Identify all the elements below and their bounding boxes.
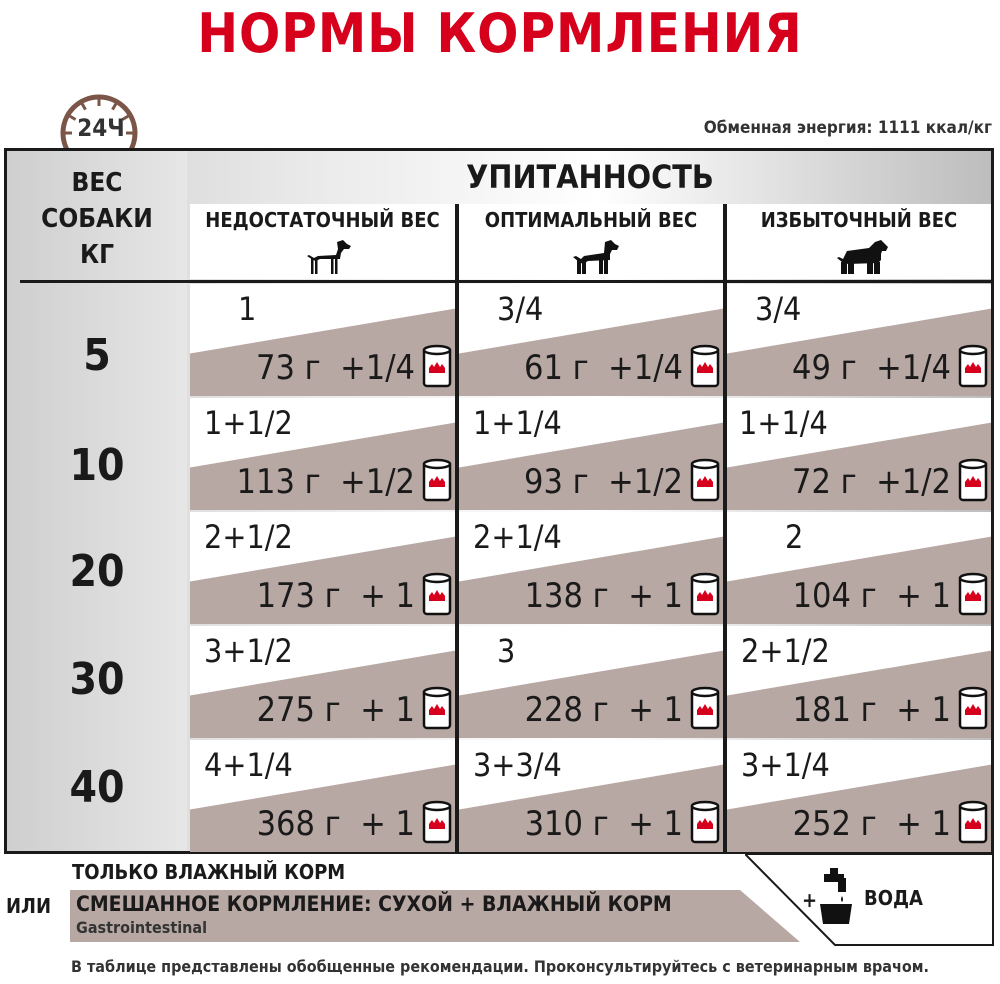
wet-can-amount: + 1 — [628, 576, 683, 616]
wet-only-portion: 4+1/4 — [204, 746, 293, 784]
mixed-portion — [525, 804, 683, 844]
wet-only-portion: 3+1/2 — [204, 632, 293, 670]
feeding-cell — [190, 284, 455, 396]
wet-can-amount: + 1 — [628, 690, 683, 730]
wet-can-amount: + 1 — [628, 804, 683, 844]
feeding-cell — [727, 398, 991, 510]
page-title: НОРМЫ КОРМЛЕНИЯ — [197, 2, 803, 65]
mixed-portion — [257, 690, 415, 730]
wet-can-amount: +1/2 — [608, 462, 683, 502]
column-header-underweight — [190, 204, 455, 279]
wet-only-portion: 3+1/4 — [741, 746, 830, 784]
weight-header-line: КГ — [79, 240, 115, 270]
dry-grams: 368 г — [256, 804, 341, 844]
wet-only-portion: 1+1/2 — [204, 404, 293, 442]
dry-grams: 275 г — [256, 690, 341, 730]
wet-food-can-icon — [957, 572, 989, 616]
mixed-portion — [793, 576, 951, 616]
wet-food-can-icon — [957, 458, 989, 502]
water-plus: + — [802, 888, 818, 912]
feeding-cell — [190, 626, 455, 738]
water-bowl-icon — [816, 866, 856, 928]
optimal-dog-icon — [561, 238, 621, 276]
column-label: ОПТИМАЛЬНЫЙ ВЕС — [484, 208, 698, 232]
wet-can-amount: + 1 — [896, 576, 951, 616]
mixed-portion — [524, 462, 683, 502]
weight-header-line: СОБАКИ — [41, 204, 153, 234]
dry-grams: 61 г — [524, 348, 589, 388]
dry-grams: 113 г — [236, 462, 321, 502]
mixed-portion — [524, 348, 683, 388]
weight-label: 10 — [69, 440, 125, 491]
wet-food-can-icon — [689, 686, 721, 730]
weight-label: 30 — [69, 654, 125, 705]
column-label: НЕДОСТАТОЧНЫЙ ВЕС — [205, 208, 440, 232]
wet-food-can-icon — [957, 800, 989, 844]
mixed-portion — [525, 576, 683, 616]
wet-only-portion: 2 — [785, 518, 804, 556]
feeding-cell — [727, 626, 991, 738]
feeding-cell — [190, 740, 455, 852]
wet-can-amount: +1/2 — [340, 462, 415, 502]
dry-grams: 310 г — [524, 804, 609, 844]
wet-only-portion: 2+1/4 — [473, 518, 562, 556]
wet-food-can-icon — [421, 686, 453, 730]
dry-grams: 228 г — [524, 690, 609, 730]
mixed-portion — [792, 348, 951, 388]
feeding-cell — [190, 398, 455, 510]
clock-label: 24Ч — [77, 114, 125, 142]
wet-food-can-icon — [421, 344, 453, 388]
product-name: Gastrointestinal — [76, 918, 208, 937]
feeding-cell — [727, 740, 991, 852]
or-label: ИЛИ — [6, 894, 52, 918]
wet-food-can-icon — [421, 572, 453, 616]
header-divider — [20, 280, 992, 283]
mixed-portion — [237, 462, 415, 502]
column-header-overweight — [727, 204, 991, 279]
thin-dog-icon — [293, 238, 353, 276]
wet-only-portion: 2+1/2 — [741, 632, 830, 670]
wet-only-portion: 1+1/4 — [739, 404, 828, 442]
wet-food-can-icon — [689, 344, 721, 388]
mixed-portion — [257, 804, 415, 844]
column-label: ИЗБЫТОЧНЫЙ ВЕС — [760, 208, 958, 232]
dry-grams: 104 г — [792, 576, 877, 616]
wet-only-portion: 1+1/4 — [473, 404, 562, 442]
wet-can-amount: +1/4 — [608, 348, 683, 388]
feeding-cell — [727, 284, 991, 396]
wet-can-amount: +1/4 — [876, 348, 951, 388]
wet-only-portion: 3 — [497, 632, 516, 670]
dry-grams: 72 г — [792, 462, 857, 502]
wet-can-amount: + 1 — [360, 804, 415, 844]
wet-only-portion: 1 — [238, 290, 257, 328]
wet-food-can-icon — [957, 686, 989, 730]
feeding-cell — [459, 512, 723, 624]
wet-can-amount: + 1 — [360, 576, 415, 616]
wet-food-can-icon — [957, 344, 989, 388]
wet-can-amount: + 1 — [360, 690, 415, 730]
wet-can-amount: +1/2 — [876, 462, 951, 502]
dry-grams: 252 г — [792, 804, 877, 844]
mixed-portion — [525, 690, 683, 730]
dry-grams: 49 г — [792, 348, 857, 388]
feeding-cell — [459, 626, 723, 738]
wet-only-label: ТОЛЬКО ВЛАЖНЫЙ КОРМ — [72, 860, 346, 884]
energy-info: Обменная энергия: 1111 ккал/кг — [703, 118, 992, 138]
wet-can-amount: +1/4 — [340, 348, 415, 388]
wet-only-portion: 3/4 — [755, 290, 802, 328]
mixed-portion — [257, 576, 415, 616]
weight-label: 40 — [69, 762, 125, 813]
feeding-cell — [727, 512, 991, 624]
feeding-cell — [459, 398, 723, 510]
dry-grams: 181 г — [792, 690, 877, 730]
wet-can-amount: + 1 — [896, 690, 951, 730]
weight-label: 5 — [83, 330, 111, 381]
feeding-cell — [459, 284, 723, 396]
dry-grams: 173 г — [256, 576, 341, 616]
mixed-portion — [793, 690, 951, 730]
mixed-portion — [793, 804, 951, 844]
wet-food-can-icon — [421, 458, 453, 502]
mixed-portion — [256, 348, 415, 388]
weight-label: 20 — [69, 546, 125, 597]
mixed-feeding-label: СМЕШАННОЕ КОРМЛЕНИЕ: СУХОЙ + ВЛАЖНЫЙ КОРМ — [76, 892, 672, 916]
mixed-portion — [792, 462, 951, 502]
wet-food-can-icon — [689, 458, 721, 502]
water-label: ВОДА — [864, 886, 923, 910]
dry-grams: 73 г — [256, 348, 321, 388]
overweight-dog-icon — [829, 238, 889, 276]
feeding-cell — [459, 740, 723, 852]
dry-grams: 93 г — [524, 462, 589, 502]
dry-grams: 138 г — [524, 576, 609, 616]
wet-food-can-icon — [421, 800, 453, 844]
wet-only-portion: 3/4 — [497, 290, 544, 328]
wet-can-amount: + 1 — [896, 804, 951, 844]
wet-food-can-icon — [689, 800, 721, 844]
wet-only-portion: 2+1/2 — [204, 518, 293, 556]
feeding-cell — [190, 512, 455, 624]
wet-only-portion: 3+3/4 — [473, 746, 562, 784]
body-condition-header: УПИТАННОСТЬ — [466, 158, 714, 196]
weight-header — [7, 165, 187, 273]
weight-header-line: ВЕС — [71, 168, 123, 198]
column-header-optimal — [459, 204, 723, 279]
wet-food-can-icon — [689, 572, 721, 616]
footnote: В таблице представлены обобщенные рекомендации. Проконсультируйтесь с ветеринарным врачом. — [70, 957, 929, 976]
